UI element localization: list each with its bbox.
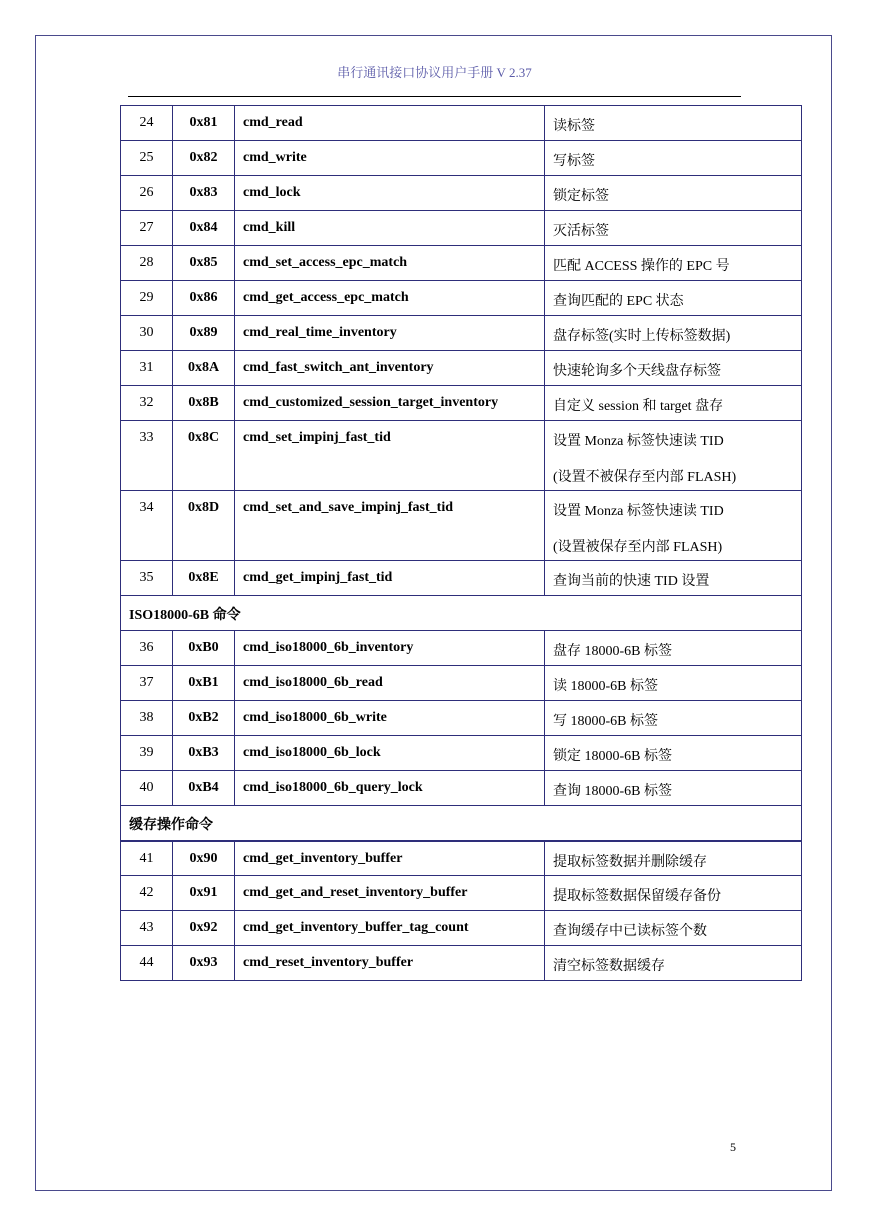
command-description (545, 841, 802, 876)
row-number: 41 (121, 841, 173, 876)
row-number: 40 (121, 771, 173, 806)
description-line: 读 18000-6B 标签 (553, 679, 658, 694)
command-code: 0x82 (173, 141, 235, 176)
command-description (545, 316, 802, 351)
table-row (121, 666, 802, 701)
description-line: 写 18000-6B 标签 (553, 714, 658, 729)
description-line: 查询匹配的 EPC 状态 (553, 294, 684, 309)
table-row (121, 141, 802, 176)
table-row (121, 281, 802, 316)
command-name: cmd_reset_inventory_buffer (235, 946, 545, 981)
command-code: 0x86 (173, 281, 235, 316)
row-number: 31 (121, 351, 173, 386)
description-line: 盘存标签(实时上传标签数据) (553, 329, 731, 344)
page-header-title: 串行通讯接口协议用户手册 V 2.37 (337, 65, 532, 80)
description-line: 清空标签数据缓存 (553, 959, 665, 974)
command-code: 0x8D (173, 491, 235, 561)
command-name: cmd_iso18000_6b_write (235, 701, 545, 736)
command-code: 0x8B (173, 386, 235, 421)
table-row (121, 876, 802, 911)
row-number: 26 (121, 176, 173, 211)
description-line: 快速轮询多个天线盘存标签 (553, 364, 721, 379)
command-code: 0x83 (173, 176, 235, 211)
section-header-row (121, 806, 802, 841)
command-name: cmd_fast_switch_ant_inventory (235, 351, 545, 386)
description-line: 设置 Monza 标签快速读 TID (553, 504, 724, 519)
command-description (545, 281, 802, 316)
table-row (121, 106, 802, 141)
command-code: 0x89 (173, 316, 235, 351)
command-name: cmd_set_and_save_impinj_fast_tid (235, 491, 545, 561)
command-code: 0x8A (173, 351, 235, 386)
command-description (545, 351, 802, 386)
command-description (545, 911, 802, 946)
command-description (545, 561, 802, 596)
row-number: 32 (121, 386, 173, 421)
description-line: 匹配 ACCESS 操作的 EPC 号 (553, 259, 730, 274)
command-code: 0xB0 (173, 631, 235, 666)
section-title: 缓存操作命令 (121, 806, 802, 841)
table-row (121, 316, 802, 351)
command-description (545, 736, 802, 771)
command-code: 0x8E (173, 561, 235, 596)
command-code: 0x85 (173, 246, 235, 281)
row-number: 44 (121, 946, 173, 981)
row-number: 39 (121, 736, 173, 771)
row-number: 43 (121, 911, 173, 946)
description-line: 查询 18000-6B 标签 (553, 784, 672, 799)
row-number: 24 (121, 106, 173, 141)
command-description (545, 876, 802, 911)
description-line: 自定义 session 和 target 盘存 (553, 399, 724, 414)
row-number: 30 (121, 316, 173, 351)
command-description (545, 491, 802, 561)
command-description (545, 106, 802, 141)
row-number: 35 (121, 561, 173, 596)
row-number: 36 (121, 631, 173, 666)
command-name: cmd_read (235, 106, 545, 141)
table-row (121, 386, 802, 421)
command-description (545, 946, 802, 981)
table-row (121, 421, 802, 491)
section-title: ISO18000-6B 命令 (121, 596, 802, 631)
command-name: cmd_customized_session_target_inventory (235, 386, 545, 421)
command-code: 0x84 (173, 211, 235, 246)
row-number: 27 (121, 211, 173, 246)
command-description (545, 631, 802, 666)
command-name: cmd_get_access_epc_match (235, 281, 545, 316)
row-number: 25 (121, 141, 173, 176)
command-name: cmd_iso18000_6b_read (235, 666, 545, 701)
row-number: 29 (121, 281, 173, 316)
row-number: 33 (121, 421, 173, 491)
command-description (545, 421, 802, 491)
row-number: 37 (121, 666, 173, 701)
header-divider (128, 96, 741, 97)
command-description (545, 141, 802, 176)
description-line: 盘存 18000-6B 标签 (553, 644, 672, 659)
command-table-body (121, 106, 802, 981)
description-line: 锁定 18000-6B 标签 (553, 749, 672, 764)
command-name: cmd_real_time_inventory (235, 316, 545, 351)
table-row (121, 946, 802, 981)
command-code: 0x8C (173, 421, 235, 491)
command-name: cmd_kill (235, 211, 545, 246)
page-number: 5 (730, 1140, 736, 1154)
description-line: 设置 Monza 标签快速读 TID (553, 434, 724, 449)
description-line: 提取标签数据保留缓存备份 (553, 889, 721, 904)
command-name: cmd_iso18000_6b_query_lock (235, 771, 545, 806)
command-table (120, 105, 802, 981)
command-name: cmd_iso18000_6b_inventory (235, 631, 545, 666)
command-code: 0xB4 (173, 771, 235, 806)
table-row (121, 211, 802, 246)
table-row (121, 246, 802, 281)
table-row (121, 841, 802, 876)
command-name: cmd_get_inventory_buffer (235, 841, 545, 876)
command-name: cmd_get_inventory_buffer_tag_count (235, 911, 545, 946)
table-row (121, 701, 802, 736)
command-code: 0xB2 (173, 701, 235, 736)
command-name: cmd_iso18000_6b_lock (235, 736, 545, 771)
table-row (121, 491, 802, 561)
description-line: 查询当前的快速 TID 设置 (553, 574, 710, 589)
row-number: 34 (121, 491, 173, 561)
command-name: cmd_lock (235, 176, 545, 211)
command-description (545, 211, 802, 246)
description-line: 读标签 (553, 119, 595, 134)
command-description (545, 666, 802, 701)
command-code: 0x92 (173, 911, 235, 946)
command-name: cmd_set_access_epc_match (235, 246, 545, 281)
description-line: (设置被保存至内部 FLASH) (553, 540, 723, 555)
section-header-row (121, 596, 802, 631)
description-line: 灭活标签 (553, 224, 609, 239)
table-row (121, 176, 802, 211)
command-code: 0xB3 (173, 736, 235, 771)
command-name: cmd_get_impinj_fast_tid (235, 561, 545, 596)
command-code: 0x81 (173, 106, 235, 141)
table-row (121, 561, 802, 596)
command-description (545, 386, 802, 421)
command-name: cmd_get_and_reset_inventory_buffer (235, 876, 545, 911)
command-description (545, 701, 802, 736)
command-description (545, 771, 802, 806)
row-number: 42 (121, 876, 173, 911)
command-name: cmd_set_impinj_fast_tid (235, 421, 545, 491)
description-line: 提取标签数据并删除缓存 (553, 854, 707, 870)
table-row (121, 631, 802, 666)
command-code: 0x93 (173, 946, 235, 981)
command-code: 0x90 (173, 841, 235, 876)
table-row (121, 351, 802, 386)
command-name: cmd_write (235, 141, 545, 176)
description-line: 锁定标签 (553, 189, 609, 204)
table-row (121, 736, 802, 771)
description-line: (设置不被保存至内部 FLASH) (553, 470, 737, 485)
row-number: 38 (121, 701, 173, 736)
command-code: 0x91 (173, 876, 235, 911)
table-row (121, 771, 802, 806)
command-code: 0xB1 (173, 666, 235, 701)
description-line: 查询缓存中已读标签个数 (553, 924, 707, 939)
row-number: 28 (121, 246, 173, 281)
description-line: 写标签 (553, 154, 595, 169)
command-description (545, 176, 802, 211)
table-row (121, 911, 802, 946)
command-description (545, 246, 802, 281)
